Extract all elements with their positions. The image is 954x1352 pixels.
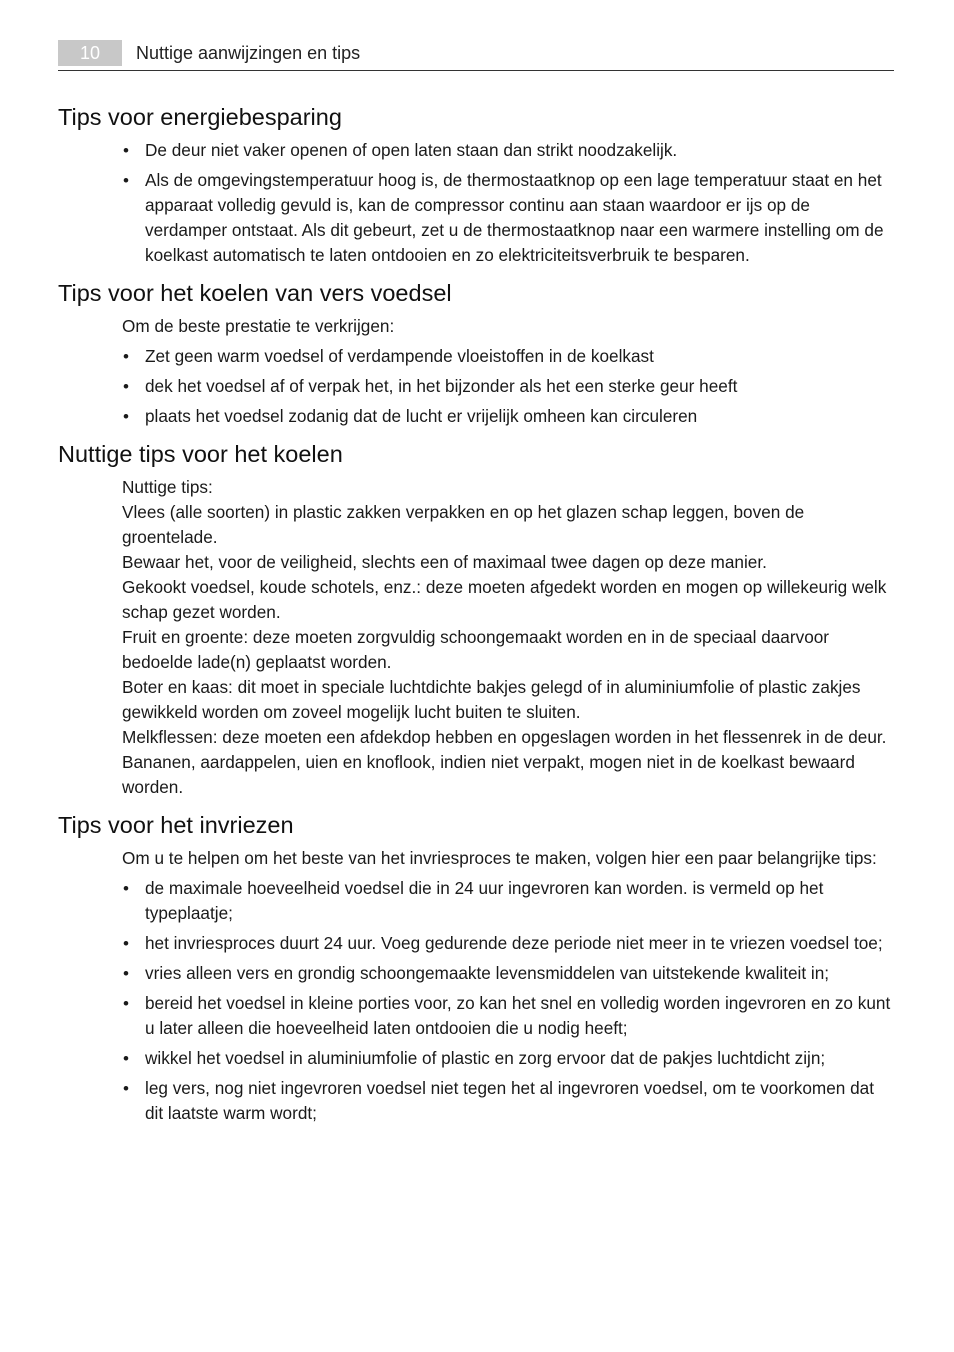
list-item (123, 374, 894, 399)
paragraph: Gekookt voedsel, koude schotels, enz.: deze moeten afgedekt worden en mogen op willekeurig welk schap gezet worden. (122, 577, 887, 622)
list-item (123, 876, 894, 926)
paragraph: Fruit en groente: deze moeten zorgvuldig schoongemaakt worden en in de speciaal daarvoor bedoelde lade(n) geplaatst worden. (122, 627, 830, 672)
bullet-icon: • (123, 1079, 129, 1098)
list-item-text: het invriesproces duurt 24 uur. Voeg gedurende deze periode niet meer in te vriezen voedsel toe; (145, 933, 883, 953)
page-number: 10 (58, 40, 122, 66)
list-item-text: vries alleen vers en grondig schoongemaakte levensmiddelen van uitstekende kwaliteit in; (145, 963, 830, 983)
bullet-list (58, 344, 894, 429)
section-heading: Tips voor energiebesparing (58, 104, 342, 130)
paragraph: Bewaar het, voor de veiligheid, slechts een of maximaal twee dagen op deze manier. (122, 552, 767, 572)
section-heading: Tips voor het invriezen (58, 812, 294, 838)
section-intro: Om u te helpen om het beste van het invriesproces te maken, volgen hier een paar belangrijke tips: (122, 848, 877, 868)
bullet-icon: • (123, 141, 129, 160)
list-item (123, 961, 894, 986)
paragraph: Melkflessen: deze moeten een afdekdop hebben en opgeslagen worden in het flessenrek in de deur. (122, 727, 887, 747)
section-intro: Om de beste prestatie te verkrijgen: (122, 316, 395, 336)
bullet-list (58, 876, 894, 1126)
page-header (58, 40, 894, 70)
bullet-icon: • (123, 964, 129, 983)
list-item-text: leg vers, nog niet ingevroren voedsel niet tegen het al ingevroren voedsel, om te voorkomen dat dit laatste warm wordt; (145, 1078, 875, 1123)
header-divider (58, 70, 894, 71)
list-item (123, 138, 894, 163)
list-item-text: plaats het voedsel zodanig dat de lucht er vrijelijk omheen kan circuleren (145, 406, 698, 426)
paragraph: Vlees (alle soorten) in plastic zakken verpakken en op het glazen schap leggen, boven de groentelade. (122, 502, 805, 547)
bullet-icon: • (123, 934, 129, 953)
list-item (123, 168, 894, 268)
bullet-icon: • (123, 879, 129, 898)
list-item-text: bereid het voedsel in kleine porties voor, zo kan het snel en volledig worden ingevroren en zo kunt u later alleen die hoeveelheid laten ontdooien die u nodig heeft; (145, 993, 891, 1038)
list-item-text: de maximale hoeveelheid voedsel die in 24 uur ingevroren kan worden. is vermeld op het typeplaatje; (145, 878, 824, 923)
list-item (123, 344, 894, 369)
section-cooling-tips (58, 439, 894, 800)
list-item (123, 931, 894, 956)
page-content (58, 102, 894, 1136)
bullet-icon: • (123, 1049, 129, 1068)
section-heading: Nuttige tips voor het koelen (58, 441, 343, 467)
list-item (123, 1046, 894, 1071)
list-item (123, 991, 894, 1041)
bullet-list (58, 138, 894, 268)
paragraph: Boter en kaas: dit moet in speciale luchtdichte bakjes gelegd of in aluminiumfolie of plastic zakjes gewikkeld worden om zoveel mogelijk lucht buiten te sluiten. (122, 677, 861, 722)
bullet-icon: • (123, 347, 129, 366)
list-item-text: dek het voedsel af of verpak het, in het bijzonder als het een sterke geur heeft (145, 376, 738, 396)
list-item-text: Als de omgevingstemperatuur hoog is, de thermostaatknop op een lage temperatuur staat en het apparaat volledig gevuld is, kan de compressor continu aan staan waardoor er ijs op de verdamper ontstaat. Als dit gebeurt, zet u de thermostaatknop naar een warmere instelling om de koelkast automatisch te laten ontdooien en zo elektriciteitsverbruik te besparen. (145, 170, 884, 265)
list-item-text: De deur niet vaker openen of open laten staan dan strikt noodzakelijk. (145, 140, 678, 160)
section-heading: Tips voor het koelen van vers voedsel (58, 280, 452, 306)
running-title: Nuttige aanwijzingen en tips (136, 43, 361, 63)
paragraph: Bananen, aardappelen, uien en knoflook, indien niet verpakt, mogen niet in de koelkast bewaard worden. (122, 752, 855, 797)
section-freezing-tips (58, 810, 894, 1126)
paragraph: Nuttige tips: (122, 477, 213, 497)
section-cooling-fresh-food (58, 278, 894, 429)
list-item-text: Zet geen warm voedsel of verdampende vloeistoffen in de koelkast (145, 346, 654, 366)
paragraph-block (122, 475, 894, 800)
list-item (123, 1076, 894, 1126)
section-energy-saving (58, 102, 894, 268)
bullet-icon: • (123, 377, 129, 396)
bullet-icon: • (123, 171, 129, 190)
bullet-icon: • (123, 994, 129, 1013)
list-item (123, 404, 894, 429)
list-item-text: wikkel het voedsel in aluminiumfolie of plastic en zorg ervoor dat de pakjes luchtdicht zijn; (145, 1048, 826, 1068)
bullet-icon: • (123, 407, 129, 426)
